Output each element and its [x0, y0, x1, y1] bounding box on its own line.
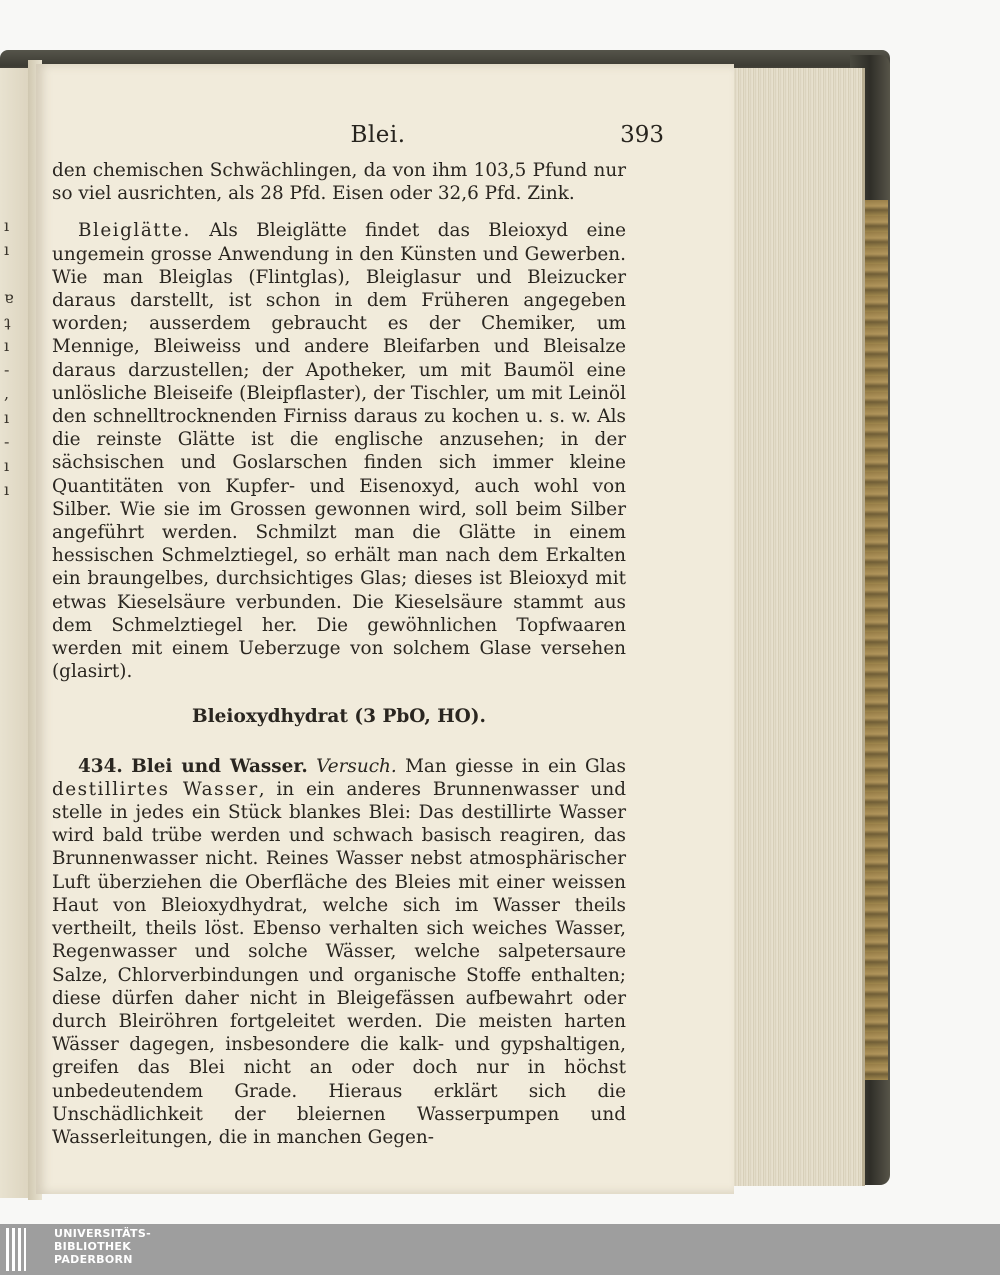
section-heading: Bleioxydhydrat (3 PbO, HO). [192, 706, 486, 728]
paragraph-text-a: Man giesse in ein Glas [405, 755, 626, 777]
page-number: 393 [620, 122, 664, 148]
facing-page-fragments: ı ı ɐ ʇ ı - , ı - ı ı [4, 216, 14, 499]
page-text [52, 159, 626, 1149]
paragraph-lead-term: Bleiglätte. [78, 220, 191, 242]
paragraph-continuation: den chemischen Schwächlingen, da von ihm 103,5 Pfund nur so viel ausrichten, als 28 Pfd. Eisen oder 32,6 Pfd. Zink. [52, 160, 626, 205]
library-name [54, 1227, 151, 1266]
library-name-line3: PADERBORN [54, 1253, 133, 1266]
book-page [36, 64, 734, 1194]
library-name-line2: BIBLIOTHEK [54, 1240, 132, 1253]
running-head [52, 122, 664, 156]
paragraph-434 [52, 755, 626, 1149]
facing-page-edge [0, 68, 29, 1198]
paragraph-body: Als Bleiglätte findet das Bleioxyd eine ungemein grosse Anwendung in den Künsten und Gewerben. Wie man Bleiglas (Flintglas), Bleiglasur und Bleizucker daraus darstellt, ist schon in dem Früheren angegeben worden; ausserdem gebraucht es der Chemiker, um Mennige, Bleiweiss und andere Bleifarben und Bleisalze daraus darzustellen; der Apotheker, um mit Baumöl eine unlösliche Bleiseife (Bleipflaster), der Tischler, um mit Leinöl den schnelltrocknenden Firniss daraus zu kochen u. s. w. Als die reinste Glätte ist die englische anzusehen; in der sächsischen und Goslarschen finden sich immer kleine Quantitäten von Kupfer- und Eisenoxyd, auch wohl von Silber. Wie sie im Grossen gewonnen wird, soll beim Silber angeführt werden. Schmilzt man die Glätte in einem hessischen Schmelztiegel, so erhält man nach dem Erkalten ein braungelbes, durchsichtiges Glas; dieses ist Bleioxyd mit etwas Kieselsäure verbunden. Die Kieselsäure stammt aus dem Schmelztiegel her. Die gewöhnlichen Topfwaaren werden mit einem Ueberzuge von solchem Glase versehen (glasirt). [52, 220, 626, 683]
section-number: 434. [78, 755, 123, 777]
section-title: Blei und Wasser. [131, 755, 308, 777]
spine-gilding [862, 200, 888, 1080]
page-header-title: Blei. [350, 122, 406, 148]
experiment-label: Versuch. [316, 755, 397, 777]
page-edges [734, 68, 865, 1186]
library-footer [0, 1224, 1000, 1275]
paragraph-text-b: , in ein anderes Brunnenwasser und stelle in jedes ein Stück blankes Blei: Das destillirte Wasser wird bald trübe werden und schwach basisch reagiren, das Brunnenwasser nicht. Reines Wasser nebst atmosphärischer Luft überziehen die Oberfläche des Bleies mit einer weissen Haut von Bleioxydhydrat, welche sich im Wasser theils vertheilt, theils löst. Ebenso verhalten sich weiches Wasser, Regenwasser und solche Wässer, welche salpetersaure Salze, Chlorverbindungen und organische Stoffe enthalten; diese dürfen daher nicht in Bleigefässen aufbewahrt oder durch Bleiröhren fortgeleitet werden. Die meisten harten Wässer dagegen, insbesondere die kalk- und gypshaltigen, greifen das Blei nicht an oder doch nur in höchst unbedeutendem Grade. Hieraus erklärt sich die Unschädlichkeit der bleiernen Wasserpumpen und Wasserleitungen, die in manchen Gegen- [52, 778, 626, 1148]
library-logo-icon [6, 1228, 48, 1271]
library-name-line1: UNIVERSITÄTS- [54, 1227, 151, 1240]
paragraph-bleiglaette [52, 219, 626, 683]
emphasized-term: destillirtes Wasser [52, 778, 259, 800]
